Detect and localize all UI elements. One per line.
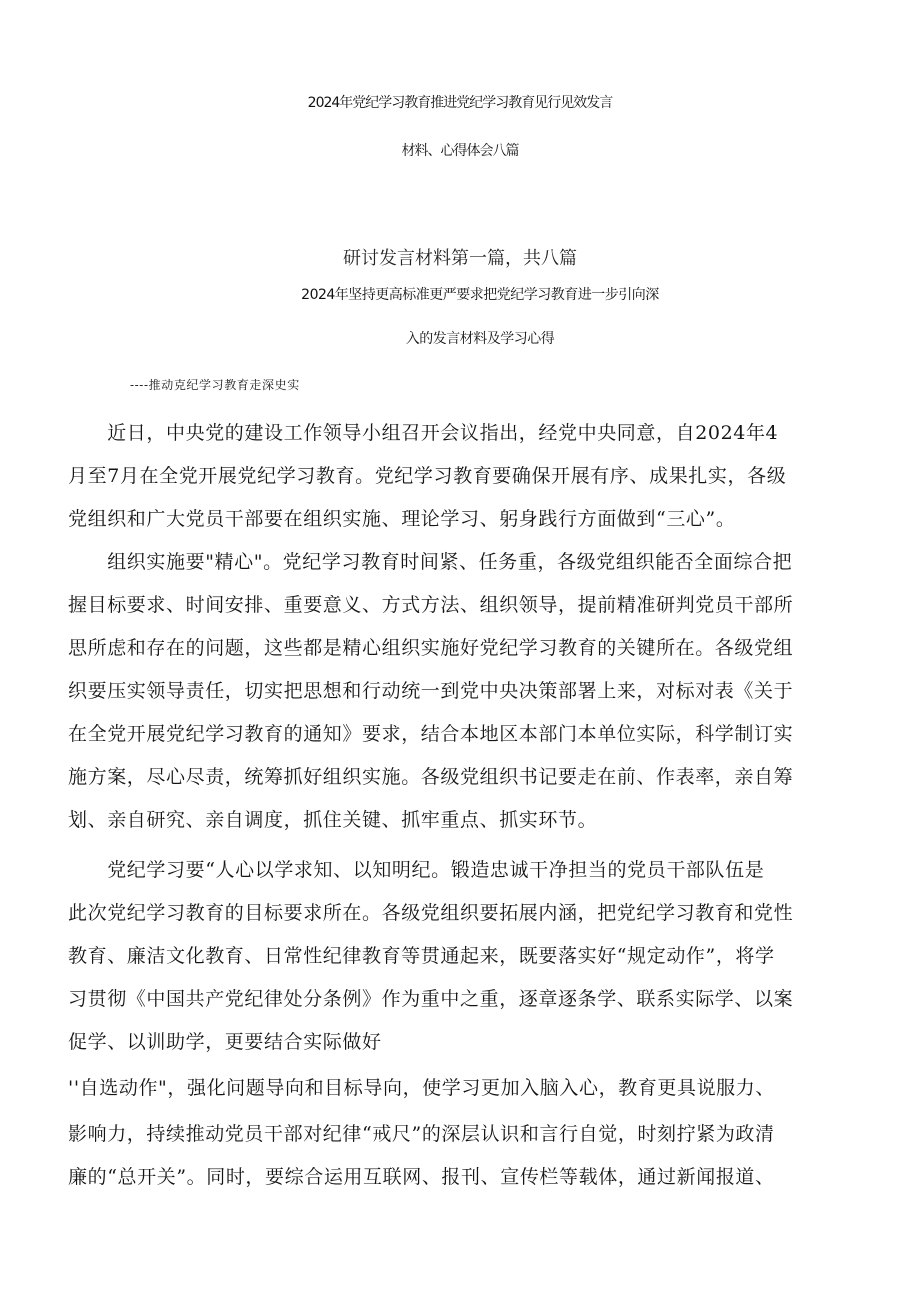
section-subtitle: ----推动克纪学习教育走深史实 [130, 378, 300, 392]
body-line: 促学、以训助学，更要结合实际做好 [68, 1031, 382, 1053]
body-line: 党纪学习要“人心以学求知、以知明纪。锻造忠诚干净担当的党员干部队伍是 [68, 859, 765, 881]
body-line: 施方案，尽心尽责，统筹抓好组织实施。各级党组织书记要走在前、作表率，亲自筹 [68, 766, 794, 788]
body-line: 握目标要求、时间安排、重要意义、方式方法、组织领导，提前精准研判党员干部所 [68, 594, 794, 616]
body-line: 此次党纪学习教育的目标要求所在。各级党组织要拓展内涵，把党纪学习教育和党性 [68, 902, 794, 924]
body-line: 思所虑和存在的问题，这些都是精心组织实施好党纪学习教育的关键所在。各级党组 [68, 637, 794, 659]
body-line: 织要压实领导责任，切实把思想和行动统一到党中央决策部署上来，对标对表《关于 [68, 680, 794, 702]
body-line: 月至7月在全党开展党纪学习教育。党纪学习教育要确保开展有序、成果扎实，各级 [68, 465, 787, 487]
body-line: 近日，中央党的建设工作领导小组召开会议指出，经党中央同意，自2024年4 [68, 422, 779, 444]
body-line: 组织实施要"精心"。党纪学习教育时间紧、任务重，各级党组织能否全面综合把 [68, 551, 793, 573]
section-title-line-2: 入的发言材料及学习心得 [405, 331, 555, 347]
section-title-line-1: 2024年坚持更高标准更严要求把党纪学习教育进一步引向深 [301, 287, 659, 303]
body-line: 影响力，持续推动党员干部对纪律“戒尺”的深层认识和言行自觉，时刻拧紧为政清 [68, 1123, 775, 1145]
body-line: 习贯彻《中国共产党纪律处分条例》作为重中之重，逐章逐条学、联系实际学、以案 [68, 988, 794, 1010]
document-title-line-1: 2024年党纪学习教育推进党纪学习教育见行见效发言 [307, 95, 613, 111]
body-line: ''自选动作"，强化问题导向和目标导向，使学习更加入脑入心，教育更具说服力、 [68, 1077, 775, 1099]
part-caption: 研讨发言材料第一篇，共八篇 [343, 248, 577, 269]
body-line: 党组织和广大党员干部要在组织实施、理论学习、躬身践行方面做到“三心”。 [68, 508, 736, 530]
body-line: 在全党开展党纪学习教育的通知》要求，结合本地区本部门本单位实际，科学制订实 [68, 723, 794, 745]
document-title-line-2: 材料、心得体会八篇 [401, 143, 519, 159]
body-line: 划、亲自研究、亲自调度，抓住关键、抓牢重点、抓实环节。 [68, 809, 598, 831]
body-line: 廉的“总开关”。同时，要综合运用互联网、报刊、宣传栏等载体，通过新闻报道、 [68, 1166, 775, 1188]
body-line: 教育、廉洁文化教育、日常性纪律教育等贯通起来，既要落实好“规定动作”，将学 [68, 945, 775, 967]
